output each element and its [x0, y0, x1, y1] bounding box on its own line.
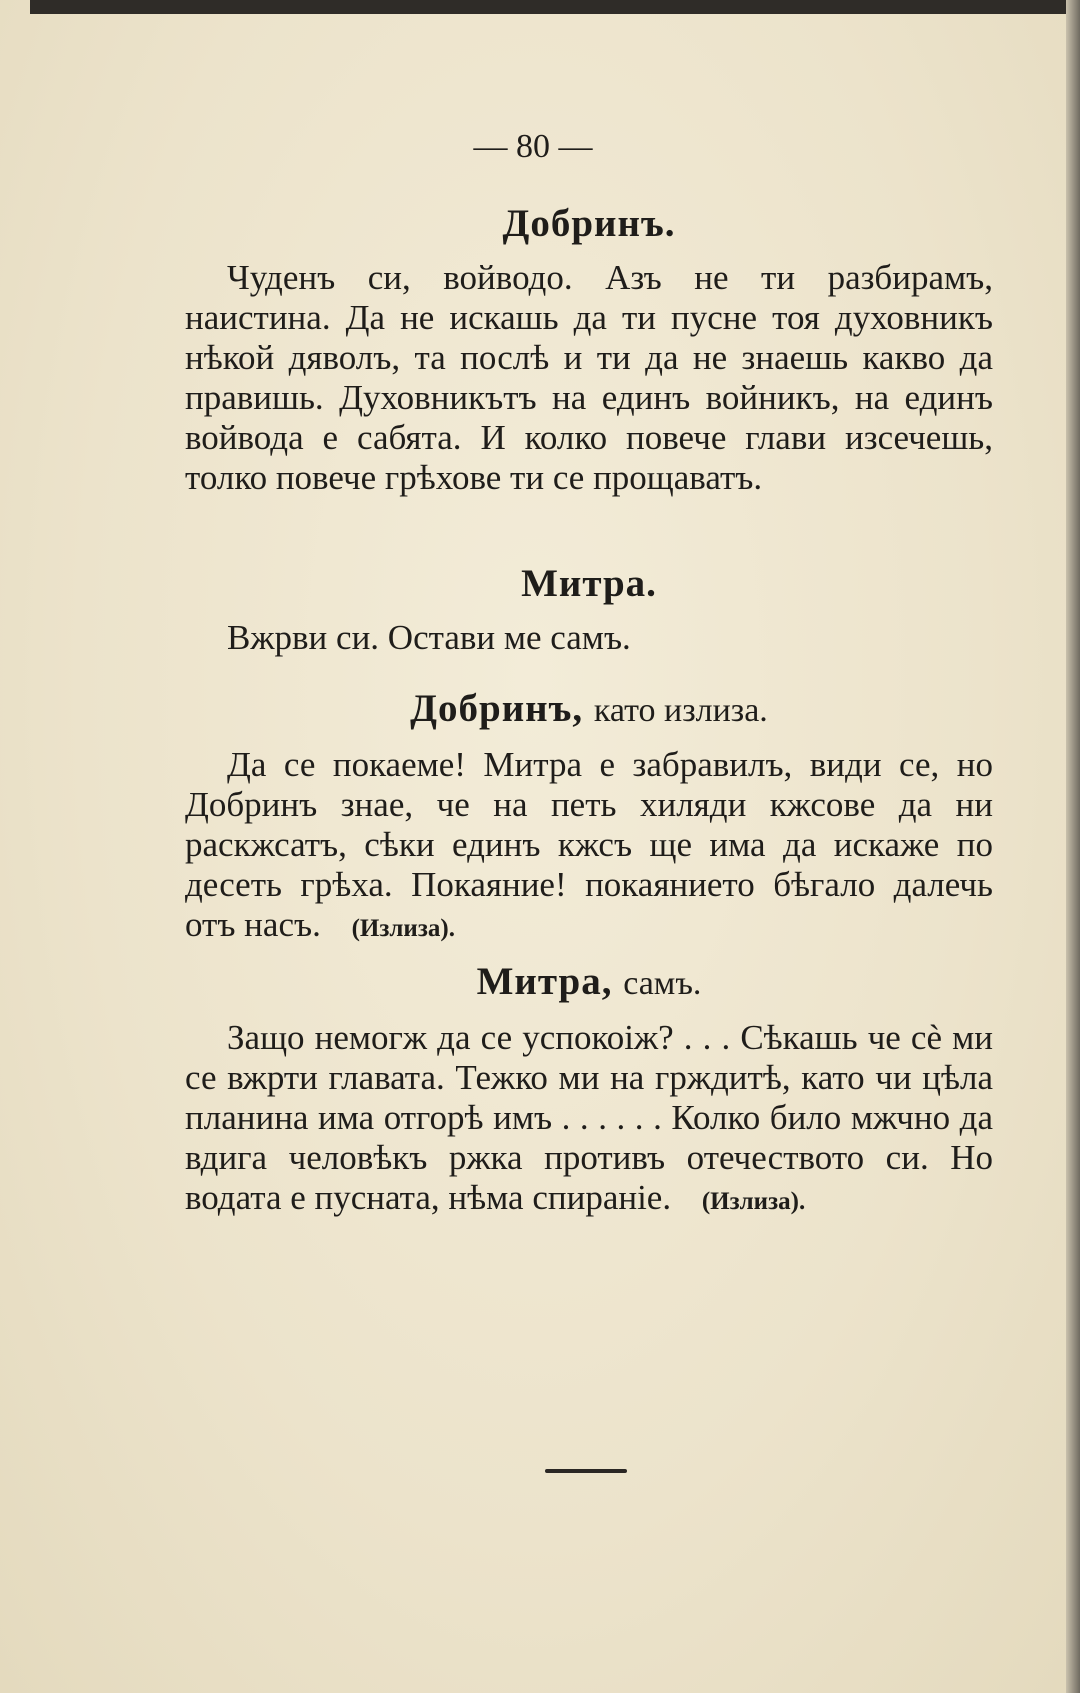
speaker-heading — [185, 560, 993, 608]
stage-direction: като излиза. — [593, 692, 768, 729]
page-number: — 80 — — [473, 128, 593, 165]
speech-text — [185, 745, 993, 949]
speaker-name: Митра. — [521, 562, 657, 605]
speech-line: Да се покаеме! Митра е забравилъ, види се, но Добринъ знае, че на петь хиляди кжсове да ни раскжсатъ, сѣки единъ кжсъ ще има да искаже по десеть грѣха. Покаяние! покаянието бѣгало далечь отъ насъ. — [185, 745, 993, 944]
speech-line: Защо немогж да се успокоіж? . . . Сѣкашь че сѐ ми се вжрти главата. Тежко ми на грждитѣ, като чи цѣла планина има отгорѣ имъ . . . . . . Колко било мжчно да вдига человѣкъ ржка противъ отечеството си. Но водата е пусната, нѣма спираніе. — [185, 1018, 993, 1217]
dialogue-block-3 — [185, 685, 993, 949]
speaker-heading — [185, 200, 993, 248]
stage-direction: самъ. — [623, 965, 702, 1002]
speaker-heading — [185, 685, 993, 735]
exit-direction: (Излиза). — [701, 1188, 806, 1215]
speaker-name: Митра, — [476, 960, 613, 1003]
speech-text — [185, 1018, 993, 1222]
scan-top-edge — [30, 0, 1080, 14]
speech-line: Вжрви си. Остави ме самъ. — [227, 618, 631, 657]
speaker-name: Добринъ, — [410, 687, 584, 730]
speech-line: Чуденъ си, войводо. Азъ не ти разбирамъ, наистина. Да не искашь да ти пусне тоя духовникъ нѣкой дяволъ, та послѣ и ти да не знаешь какво да правишь. Духовникътъ на единъ войникъ, на единъ войвода е сабята. И колко повече глави изсечешь, толко повече грѣхове ти се прощаватъ. — [185, 258, 993, 497]
dialogue-block-4 — [185, 958, 993, 1222]
speech-text — [185, 258, 993, 498]
speech-text — [185, 618, 993, 658]
dialogue-block-2 — [185, 560, 993, 658]
speaker-heading — [185, 958, 993, 1008]
end-rule — [545, 1469, 627, 1473]
exit-direction: (Излиза). — [351, 915, 455, 942]
scan-right-edge — [1066, 0, 1080, 1693]
dialogue-block-1 — [185, 200, 993, 498]
speaker-name: Добринъ. — [502, 202, 676, 245]
